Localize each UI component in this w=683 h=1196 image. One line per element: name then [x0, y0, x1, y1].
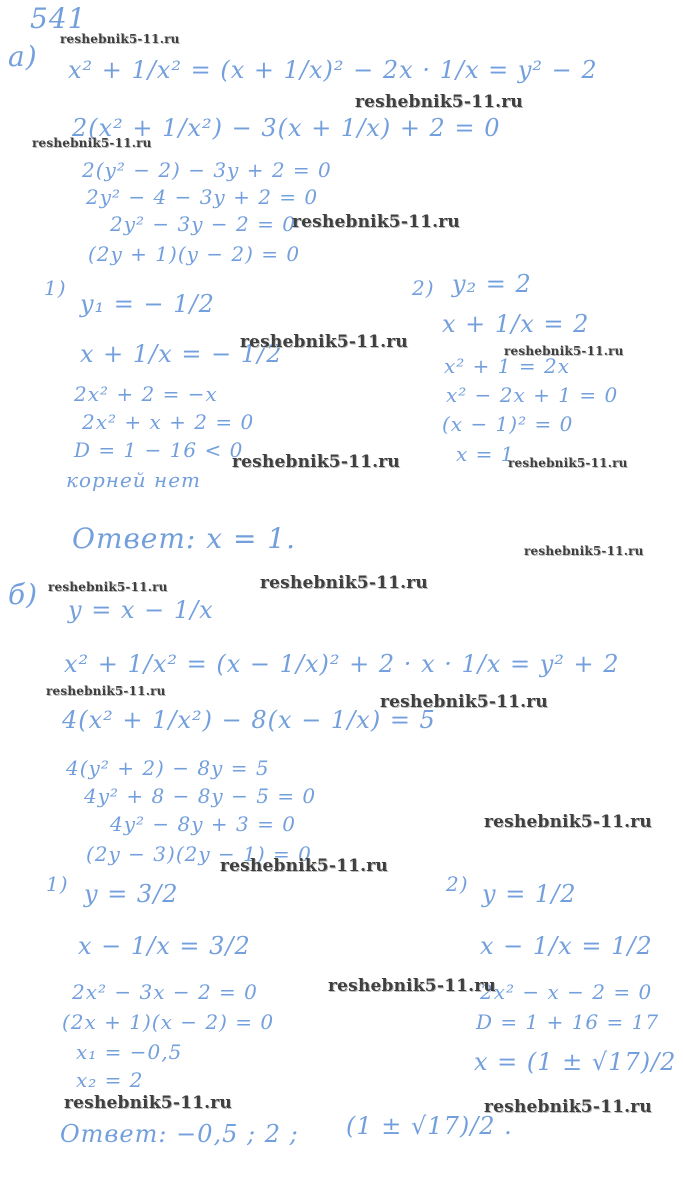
- part-a-line-1: x² + 1/x² = (x + 1/x)² − 2x · 1/x = y² − 2: [68, 56, 598, 84]
- part-b-answer: Ответ: −0,5 ; 2 ;: [60, 1120, 299, 1148]
- watermark: reshebnik5-11.ru: [32, 136, 152, 150]
- part-b-case2-line-5: x = (1 ± √17)/2: [474, 1048, 677, 1076]
- part-a-case2-line-4: x² − 2x + 1 = 0: [446, 383, 619, 407]
- part-a-case1-line-3: 2x² + 2 = −x: [74, 382, 218, 406]
- part-b-case1-line-3: 2x² − 3x − 2 = 0: [72, 980, 258, 1004]
- part-a-case2-line-1: y₂ = 2: [452, 270, 532, 298]
- watermark: reshebnik5-11.ru: [240, 332, 408, 352]
- part-a-case2-line-3: x² + 1 = 2x: [444, 354, 570, 378]
- watermark: reshebnik5-11.ru: [524, 544, 644, 558]
- part-b-case1-line-2: x − 1/x = 3/2: [78, 932, 251, 960]
- part-b-case2-line-1: y = 1/2: [482, 880, 577, 908]
- part-b-case1-line-4: (2x + 1)(x − 2) = 0: [62, 1010, 275, 1034]
- part-a-case1-line-1: y₁ = − 1/2: [80, 290, 215, 318]
- part-a-case2-line-6: x = 1: [456, 442, 515, 466]
- part-b-line-6: 4y² − 8y + 3 = 0: [110, 812, 296, 836]
- part-b-case2-line-3: 2x² − x − 2 = 0: [480, 980, 653, 1004]
- watermark: reshebnik5-11.ru: [60, 32, 180, 46]
- part-b-case2-line-4: D = 1 + 16 = 17: [476, 1010, 660, 1034]
- watermark: reshebnik5-11.ru: [292, 212, 460, 232]
- part-b-line-7: (2y − 3)(2y − 1) = 0: [86, 842, 312, 866]
- part-b-case1-line-1: y = 3/2: [84, 880, 179, 908]
- part-a-label: а): [8, 40, 38, 73]
- part-b-label: б): [8, 578, 39, 611]
- watermark: reshebnik5-11.ru: [64, 1093, 232, 1113]
- part-a-case1-line-5: D = 1 − 16 < 0: [74, 438, 244, 462]
- watermark: reshebnik5-11.ru: [508, 456, 628, 470]
- watermark: reshebnik5-11.ru: [484, 812, 652, 832]
- part-b-line-4: 4(y² + 2) − 8y = 5: [66, 756, 270, 780]
- part-a-answer: Ответ: x = 1.: [72, 522, 297, 555]
- problem-number: 541: [30, 2, 87, 35]
- part-b-line-3: 4(x² + 1/x²) − 8(x − 1/x) = 5: [62, 706, 436, 734]
- part-a-line-5: 2y² − 3y − 2 = 0: [110, 212, 296, 236]
- part-a-line-3: 2(y² − 2) − 3y + 2 = 0: [82, 158, 332, 182]
- watermark: reshebnik5-11.ru: [220, 856, 388, 876]
- part-a-case2-line-5: (x − 1)² = 0: [442, 412, 574, 436]
- part-b-answer-extra: (1 ± √17)/2 .: [346, 1112, 513, 1140]
- part-a-line-6: (2y + 1)(y − 2) = 0: [88, 242, 301, 266]
- part-a-line-4: 2y² − 4 − 3y + 2 = 0: [86, 185, 319, 209]
- part-b-case1-line-6: x₂ = 2: [76, 1068, 144, 1092]
- watermark: reshebnik5-11.ru: [504, 344, 624, 358]
- part-a-case1-label: 1): [44, 276, 67, 300]
- part-a-line-2: 2(x² + 1/x²) − 3(x + 1/x) + 2 = 0: [72, 114, 501, 142]
- watermark: reshebnik5-11.ru: [328, 976, 496, 996]
- part-b-line-5: 4y² + 8 − 8y − 5 = 0: [84, 784, 317, 808]
- watermark: reshebnik5-11.ru: [355, 92, 523, 112]
- part-a-case2-label: 2): [412, 276, 435, 300]
- part-b-line-2: x² + 1/x² = (x − 1/x)² + 2 · x · 1/x = y² + 2: [64, 650, 620, 678]
- part-a-case1-line-2: x + 1/x = − 1/2: [80, 340, 283, 368]
- part-a-case1-line-6: корней нет: [66, 468, 202, 492]
- watermark: reshebnik5-11.ru: [46, 684, 166, 698]
- watermark: reshebnik5-11.ru: [260, 573, 428, 593]
- watermark: reshebnik5-11.ru: [48, 580, 168, 594]
- watermark: reshebnik5-11.ru: [232, 452, 400, 472]
- watermark: reshebnik5-11.ru: [484, 1097, 652, 1117]
- watermark: reshebnik5-11.ru: [380, 692, 548, 712]
- part-b-case2-label: 2): [446, 872, 469, 896]
- part-b-case1-line-5: x₁ = −0,5: [76, 1040, 183, 1064]
- part-b-line-1: y = x − 1/x: [68, 596, 214, 624]
- part-b-case1-label: 1): [46, 872, 69, 896]
- part-b-case2-line-2: x − 1/x = 1/2: [480, 932, 653, 960]
- part-a-case2-line-2: x + 1/x = 2: [442, 310, 590, 338]
- part-a-case1-line-4: 2x² + x + 2 = 0: [82, 410, 255, 434]
